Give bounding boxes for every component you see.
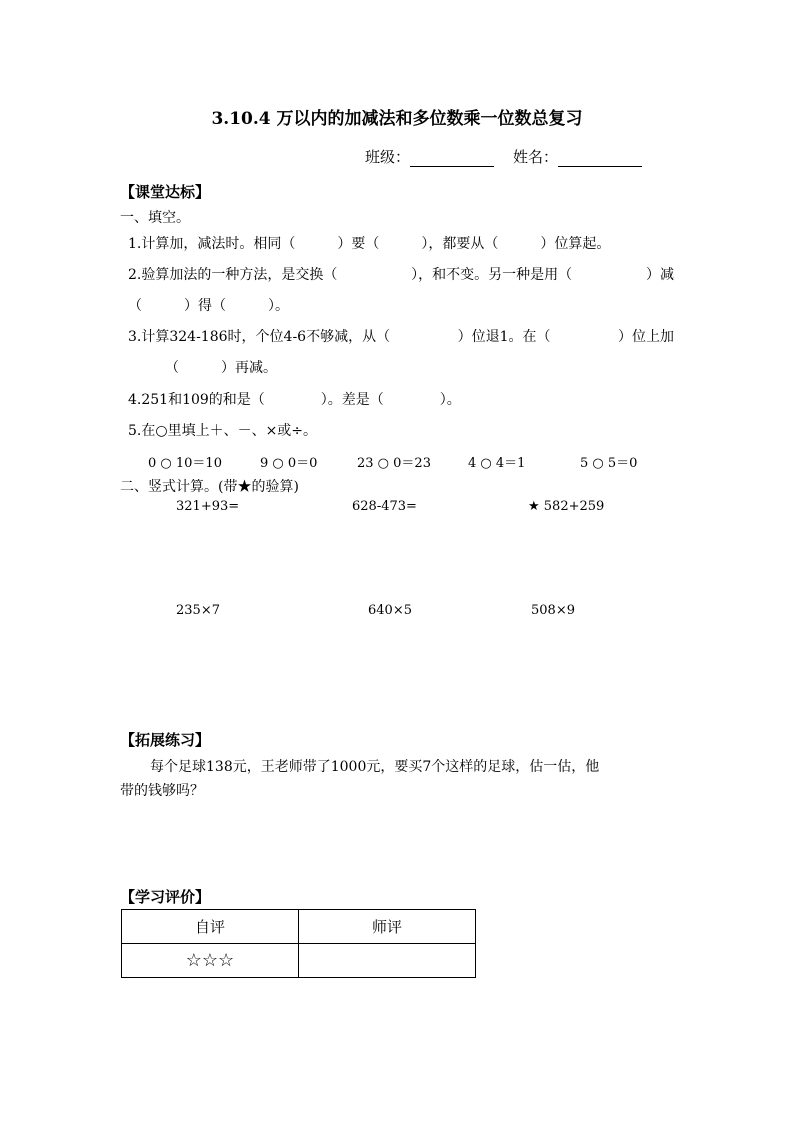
q2-seg-2: ），和不变。另一种是用（	[411, 267, 573, 283]
name-field	[513, 146, 642, 167]
question-2-line2: （ ）得（ ）。	[128, 298, 289, 314]
q5-item: 5 ○ 5＝0	[580, 456, 638, 471]
section-extension: 【拓展练习】	[120, 731, 211, 749]
q5-item: 0 ○ 10＝10	[148, 456, 222, 471]
q3-seg-2: ）位退1。在（	[457, 329, 551, 345]
extension-text-line1: 每个足球138元，王老师带了1000元，要买7个这样的足球，估一估，他	[150, 759, 600, 775]
table-header-row	[122, 910, 476, 944]
table-row	[122, 944, 476, 978]
part1-heading: 一、填空。	[120, 210, 190, 226]
question-3-line2: （ ）再减。	[165, 360, 277, 376]
question-1: 1.计算加，减法时。相同（ ）要（ ），都要从（ ）位算起。	[128, 236, 611, 252]
question-5: 5.在○里填上＋、－、×或÷。	[128, 423, 318, 439]
teacher-eval-header: 师评	[299, 910, 476, 944]
calc-problem-starred: ★ 582+259	[528, 499, 605, 514]
q3-seg-1: 3.计算324-186时，个位4-6不够减，从（	[128, 329, 391, 345]
question-3-line1	[128, 326, 674, 346]
q3-seg-3: ）位上加	[618, 329, 674, 345]
self-rating-stars[interactable]: ☆☆☆	[122, 944, 299, 978]
name-blank[interactable]	[558, 166, 642, 167]
calc-problem: 628-473=	[352, 499, 417, 514]
name-label: 姓名：	[513, 148, 559, 166]
q2-seg-1: 2.验算加法的一种方法，是交换（	[128, 267, 338, 283]
class-blank[interactable]	[410, 166, 494, 167]
page-title: 3.10.4 万以内的加减法和多位数乘一位数总复习	[211, 109, 583, 129]
question-2-line1	[128, 264, 674, 284]
section-evaluation: 【学习评价】	[120, 888, 211, 906]
calc-problem: 235×7	[176, 603, 220, 618]
class-label: 班级：	[365, 148, 411, 166]
q5-item: 23 ○ 0＝23	[357, 456, 431, 471]
q5-item: 9 ○ 0＝0	[260, 456, 318, 471]
self-eval-header: 自评	[122, 910, 299, 944]
q5-item: 4 ○ 4＝1	[468, 456, 526, 471]
section-class-practice: 【课堂达标】	[120, 183, 211, 201]
extension-text-line2: 带的钱够吗？	[120, 783, 204, 799]
calc-problem: 508×9	[531, 603, 575, 618]
part2-heading: 二、竖式计算。(带★的验算)	[120, 479, 299, 495]
teacher-rating-cell[interactable]	[299, 944, 476, 978]
q2-seg-3: ）减	[645, 267, 674, 283]
question-4: 4.251和109的和是（ ）。差是（ ）。	[128, 392, 461, 408]
calc-problem: 640×5	[368, 603, 412, 618]
calc-problem: 321+93=	[176, 499, 240, 514]
class-field	[365, 146, 494, 167]
evaluation-table	[121, 909, 476, 978]
